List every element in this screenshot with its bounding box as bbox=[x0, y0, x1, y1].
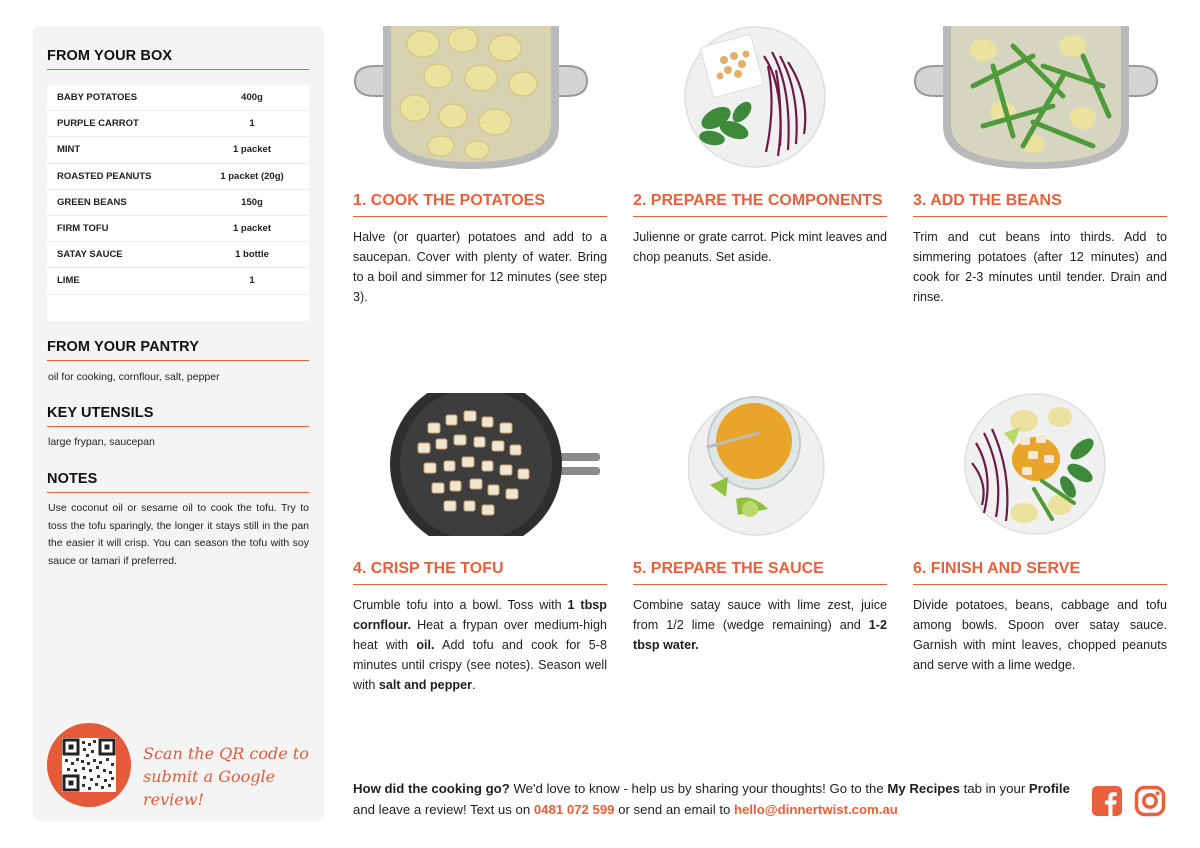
step-3-body bbox=[913, 227, 1167, 307]
table-row bbox=[47, 85, 309, 111]
feedback-segment: and leave a review! Text us on bbox=[353, 802, 534, 817]
ingredient-name: FIRM TOFU bbox=[57, 223, 109, 235]
step-5-title: 5. PREPARE THE SAUCE bbox=[633, 560, 887, 585]
step-text-bold: salt and pepper bbox=[378, 678, 472, 692]
from-box-heading: FROM YOUR BOX bbox=[47, 48, 309, 70]
table-row bbox=[47, 190, 309, 216]
qr-caption-line: Scan the QR code to bbox=[143, 744, 309, 763]
table-row bbox=[47, 111, 309, 137]
instagram-icon[interactable] bbox=[1134, 785, 1166, 817]
profile-label: Profile bbox=[1028, 781, 1070, 796]
step-2-image bbox=[684, 26, 826, 168]
table-row bbox=[47, 216, 309, 242]
step-1-body bbox=[353, 227, 607, 307]
notes-heading: NOTES bbox=[47, 471, 309, 493]
step-text: Add tofu and cook for 5-8 minutes until crispy (see notes). Season well with bbox=[353, 638, 607, 692]
step-5-body bbox=[633, 595, 887, 655]
step-1-title: 1. COOK THE POTATOES bbox=[353, 192, 607, 217]
step-text-bold: oil. bbox=[416, 638, 435, 652]
ingredient-name: MINT bbox=[57, 144, 81, 156]
table-row bbox=[47, 137, 309, 163]
step-6-title: 6. FINISH AND SERVE bbox=[913, 560, 1167, 585]
step-4-title: 4. CRISP THE TOFU bbox=[353, 560, 607, 585]
ingredient-name: PURPLE CARROT bbox=[57, 118, 139, 130]
feedback-segment: We'd love to know - help us by sharing your thoughts! Go to the bbox=[509, 781, 888, 796]
step-2-body bbox=[633, 227, 887, 267]
my-recipes-label: My Recipes bbox=[887, 781, 960, 796]
ingredient-qty: 150g bbox=[241, 196, 263, 208]
feedback-text bbox=[353, 778, 1073, 820]
step-5-image bbox=[688, 393, 825, 536]
step-text-bold: 1-2 tbsp water. bbox=[633, 618, 887, 652]
ingredient-qty: 1 bottle bbox=[235, 249, 269, 261]
phone-number[interactable]: 0481 072 599 bbox=[533, 802, 615, 817]
qr-badge[interactable] bbox=[47, 723, 131, 807]
sidebar bbox=[33, 26, 324, 821]
step-text: . bbox=[471, 678, 476, 692]
step-3-image bbox=[913, 26, 1159, 169]
utensils-heading: KEY UTENSILS bbox=[47, 405, 309, 427]
step-4-image bbox=[388, 393, 602, 536]
utensils-text: large frypan, saucepan bbox=[48, 436, 155, 448]
step-text: Combine satay sauce with lime zest, juice from 1/2 lime (wedge remaining) and bbox=[633, 598, 887, 632]
feedback-segment: tab in your bbox=[959, 781, 1029, 796]
facebook-icon[interactable] bbox=[1091, 785, 1123, 817]
ingredient-qty: 1 bbox=[249, 118, 255, 130]
step-6-image bbox=[964, 393, 1107, 536]
step-3-title: 3. ADD THE BEANS bbox=[913, 192, 1167, 217]
step-text: Heat a frypan over medium-high heat with bbox=[353, 618, 607, 652]
step-4-body bbox=[353, 595, 607, 695]
ingredient-name: GREEN BEANS bbox=[57, 196, 127, 208]
ingredient-name: LIME bbox=[57, 275, 80, 287]
table-row bbox=[47, 164, 309, 190]
table-row bbox=[47, 268, 309, 294]
table-row bbox=[47, 242, 309, 268]
qr-caption bbox=[143, 742, 318, 811]
ingredient-qty: 1 packet bbox=[232, 223, 272, 235]
step-2-title: 2. PREPARE THE COMPONENTS bbox=[633, 192, 887, 217]
ingredient-qty: 1 packet (20g) bbox=[220, 170, 284, 182]
step-text-bold: 1 tbsp cornflour. bbox=[353, 598, 607, 632]
step-text: Trim and cut beans into thirds. Add to simmering potatoes (after 12 minutes) and cook for 2-3 minutes until tender. Drain and rinse. bbox=[913, 230, 1167, 304]
qr-caption-line: submit a Google review! bbox=[143, 767, 276, 809]
notes-text: Use coconut oil or sesame oil to cook the tofu. Try to toss the tofu sparingly, the longer it stays still in the pan the easier it will crisp. You can season the tofu with soy sauce or tamari if preferred. bbox=[48, 502, 309, 567]
ingredient-qty: 1 bbox=[249, 275, 255, 287]
email-link[interactable]: hello@dinnertwist.com.au bbox=[734, 802, 898, 817]
step-text: Halve (or quarter) potatoes and add to a saucepan. Cover with plenty of water. Bring to a boil and simmer for 12 minutes (see step 3). bbox=[353, 230, 607, 304]
step-text: Crumble tofu into a bowl. Toss with bbox=[353, 598, 568, 612]
ingredient-name: BABY POTATOES bbox=[57, 92, 138, 104]
ingredient-qty: 400g bbox=[241, 92, 263, 104]
qr-code-icon bbox=[62, 738, 116, 792]
ingredient-qty: 1 packet bbox=[232, 144, 272, 156]
step-1-image bbox=[353, 26, 589, 169]
feedback-question: How did the cooking go? bbox=[353, 781, 510, 796]
step-text: Divide potatoes, beans, cabbage and tofu among bowls. Spoon over satay sauce. Garnish with mint leaves, chopped peanuts and serve with a lime wedge. bbox=[913, 598, 1167, 672]
pantry-text: oil for cooking, cornflour, salt, pepper bbox=[48, 371, 220, 383]
pantry-heading: FROM YOUR PANTRY bbox=[47, 339, 309, 361]
step-6-body bbox=[913, 595, 1167, 675]
step-text: Julienne or grate carrot. Pick mint leaves and chop peanuts. Set aside. bbox=[633, 230, 887, 264]
ingredient-name: ROASTED PEANUTS bbox=[57, 170, 152, 182]
ingredient-name: SATAY SAUCE bbox=[57, 249, 123, 261]
feedback-segment: or send an email to bbox=[614, 802, 734, 817]
ingredients-table bbox=[47, 85, 309, 321]
